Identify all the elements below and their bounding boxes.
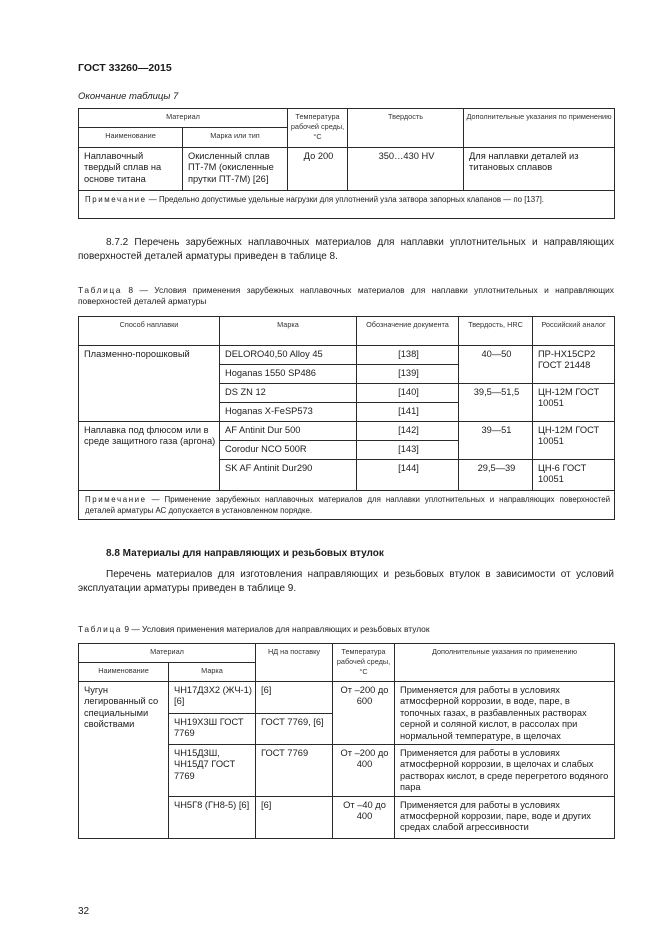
t8-doc-2: [139] [357,365,459,384]
section-8-8-title: 8.8 Материалы для направляющих и резьбовых втулок [106,548,384,559]
t7-col-hardness: Твердость [348,109,464,148]
caption8-text: 8 — Условия применения зарубежных наплавочных материалов для наплавки уплотнительных и направляющих поверхностей деталей арматуры [78,285,614,306]
table-continuation-label: Окончание таблицы 7 [78,91,179,102]
t9-col-name: Наименование [79,663,169,682]
t8-method-plasma: Плазменно-порошковый [79,346,220,422]
t9-mark-1: ЧН17Д3Х2 (ЖЧ-1) [6] [169,682,256,714]
t9-nd-3: ГОСТ 7769 [256,745,333,797]
t9-nd-1: [6] [256,682,333,714]
t7-note [79,191,615,219]
t8-hard-2: 39,5—51,5 [459,384,533,422]
t8-hard-1: 40—50 [459,346,533,384]
t8-note-label: Примечание [85,495,147,504]
t8-mark-2: Hoganas 1550 SP486 [220,365,357,384]
t9-mark-3: ЧН15Д3Ш, ЧН15Д7 ГОСТ 7769 [169,745,256,797]
t9-col-temp: Температура рабочей среды, °С [333,644,395,682]
caption9-text: 9 — Условия применения материалов для направляющих и резьбовых втулок [122,624,430,634]
t8-doc-5: [142] [357,422,459,441]
t8-hard-4: 29,5—39 [459,460,533,491]
t9-col-notes: Дополнительные указания по применению [395,644,615,682]
t8-analog-3: ЦН-12М ГОСТ 10051 [533,422,615,460]
document-header: ГОСТ 33260—2015 [78,62,172,74]
t8-mark-4: Hoganas X-FeSP573 [220,403,357,422]
t9-col-nd: НД на поставку [256,644,333,682]
t8-note-text: — Применение зарубежных наплавочных материалов для наплавки уплотнительных и направляющих поверхностей деталей арматуры АС допускается в установленном порядке. [85,495,610,515]
t7-group-header: Материал [79,109,288,128]
t7-col-mark: Марка или тип [183,128,288,148]
t7-note-label: Примечание [85,195,147,204]
t8-doc-4: [141] [357,403,459,422]
t8-col-mark: Марка [220,317,357,346]
t7-cell-hardness: 350…430 HV [348,148,464,191]
t9-note-3: Применяется для работы в условиях атмосферной коррозии, в щелочах и слабых растворах кислот, в среде перегретого водяного пара [395,745,615,797]
t7-col-temp: Температура рабочей среды, °С [288,109,348,148]
t8-col-method: Способ наплавки [79,317,220,346]
t9-nd-2: ГОСТ 7769, [6] [256,713,333,745]
t8-mark-1: DELORO40,50 Alloy 45 [220,346,357,365]
t8-analog-2: ЦН-12М ГОСТ 10051 [533,384,615,422]
t8-doc-6: [143] [357,441,459,460]
table-8 [78,316,615,520]
table-9 [78,643,615,839]
t7-cell-notes: Для наплавки деталей из титановых сплавов [464,148,615,191]
t9-mark-4: ЧН5Г8 (ГН8-5) [6] [169,796,256,838]
table-7 [78,108,615,219]
t8-mark-7: SK AF Antinit Dur290 [220,460,357,491]
paragraph-8-7-2: 8.7.2 Перечень зарубежных наплавочных материалов для наплавки уплотнительных и направляющих поверхностей деталей арматуры приведен в таблице 8. [78,237,614,262]
t7-cell-name: Наплавочный твердый сплав на основе титана [79,148,183,191]
t9-col-mark: Марка [169,663,256,682]
t8-doc-3: [140] [357,384,459,403]
t7-cell-temp: До 200 [288,148,348,191]
t8-mark-6: Corodur NCO 500R [220,441,357,460]
t8-mark-5: AF Antinit Dur 500 [220,422,357,441]
t9-note-1: Применяется для работы в условиях атмосферной коррозии, в воде, паре, в топочных газах, в разбавленных растворах серной и соляной кислот, в рассолах при нормальной температуре, в щелочах [395,682,615,745]
t8-note [79,491,615,520]
t8-method-flux: Наплавка под флюсом или в среде защитного газа (аргона) [79,422,220,491]
t8-hard-3: 39—51 [459,422,533,460]
page-number: 32 [78,906,90,917]
t9-mark-2: ЧН19Х3Ш ГОСТ 7769 [169,713,256,745]
t7-col-notes: Дополнительные указания по применению [464,109,615,148]
t9-nd-4: [6] [256,796,333,838]
t8-analog-4: ЦН-6 ГОСТ 10051 [533,460,615,491]
table-8-caption [78,285,614,307]
t9-group-header: Материал [79,644,256,663]
t9-note-4: Применяется для работы в условиях атмосферной коррозии, паре, воде и других средах слабой агрессивности [395,796,615,838]
t9-temp-1: От –200 до 600 [333,682,395,745]
t9-temp-4: От –40 до 400 [333,796,395,838]
t9-temp-3: От –200 до 400 [333,745,395,797]
t8-mark-3: DS ZN 12 [220,384,357,403]
t8-col-hardness: Твердость, HRC [459,317,533,346]
t7-col-name: Наименование [79,128,183,148]
t8-analog-1: ПР-НХ15СР2 ГОСТ 21448 [533,346,615,384]
t8-col-doc: Обозначение документа [357,317,459,346]
t8-doc-1: [138] [357,346,459,365]
caption8-label: Таблица [78,285,123,295]
table-9-caption [78,624,614,635]
t9-material: Чугун легированный со специальными свойствами [79,682,169,839]
t7-cell-mark: Окисленный сплав ПТ-7М (окисленные прутки ПТ-7М) [26] [183,148,288,191]
t8-col-analog: Российский аналог [533,317,615,346]
t7-note-text: — Предельно допустимые удельные нагрузки для уплотнений узла затвора запорных клапанов — по [137]. [146,195,544,204]
t8-doc-7: [144] [357,460,459,491]
paragraph-8-8: Перечень материалов для изготовления направляющих и резьбовых втулок в зависимости от условий эксплуатации арматуры приведен в таблице 9. [78,569,614,594]
caption9-label: Таблица [78,624,123,634]
